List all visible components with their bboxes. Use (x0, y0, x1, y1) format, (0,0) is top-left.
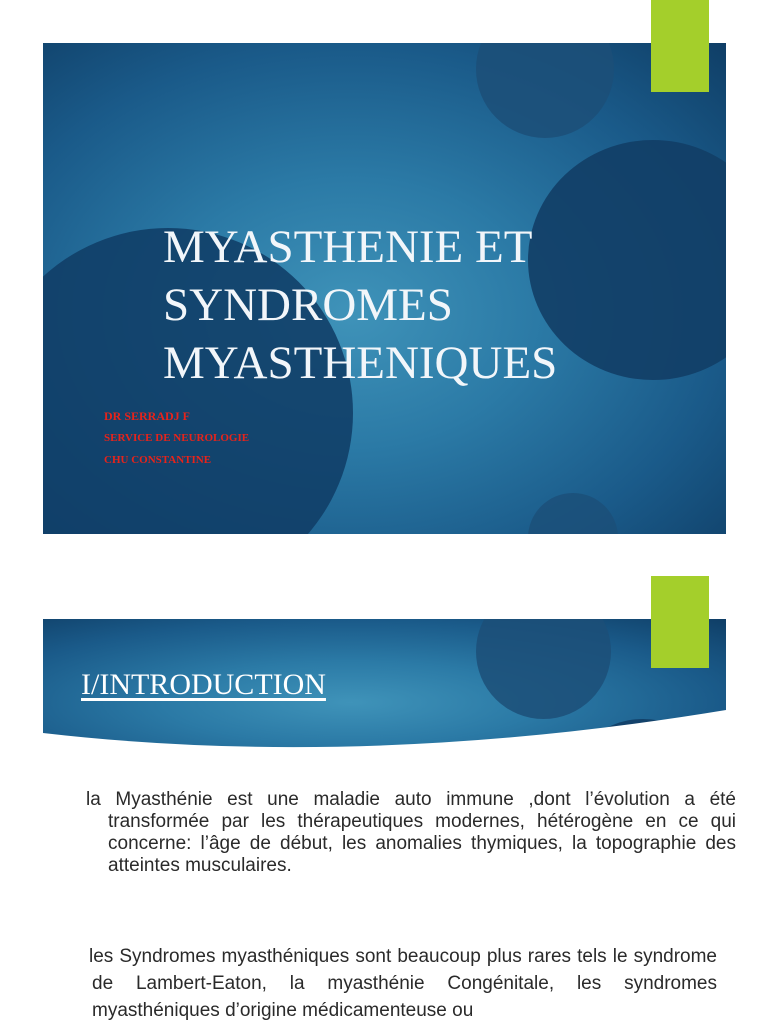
accent-bar (651, 576, 709, 668)
syndromes-paragraph: les Syndromes myasthéniques sont beaucoup plus rares tels le syndrome de Lambert-Eaton, la myasthénie Congénitale, les syndromes myasthéniques d’origine médicamenteuse ou (89, 946, 717, 1021)
institution-line: CHU CONSTANTINE (104, 454, 212, 466)
accent-bar (651, 0, 709, 92)
presentation-subtitle (104, 405, 249, 471)
author-line: DR SERRADJ F (104, 409, 191, 423)
intro-paragraph: la Myasthénie est une maladie auto immune ,dont l’évolution a été transformée par les thérapeutiques modernes, hétérogène en ce qui concerne: l’âge de début, les anomalies thymiques, la topographie des atteintes musculaires. (86, 789, 736, 876)
decorative-circle (528, 493, 618, 534)
department-line: SERVICE DE NEUROLOGIE (104, 432, 250, 444)
section-title: I/INTRODUCTION (81, 668, 326, 701)
decorative-circle (476, 43, 614, 138)
presentation-title: MYASTHENIE ET SYNDROMES MYASTHENIQUES (163, 221, 558, 389)
slide-curve-divider (43, 700, 726, 780)
